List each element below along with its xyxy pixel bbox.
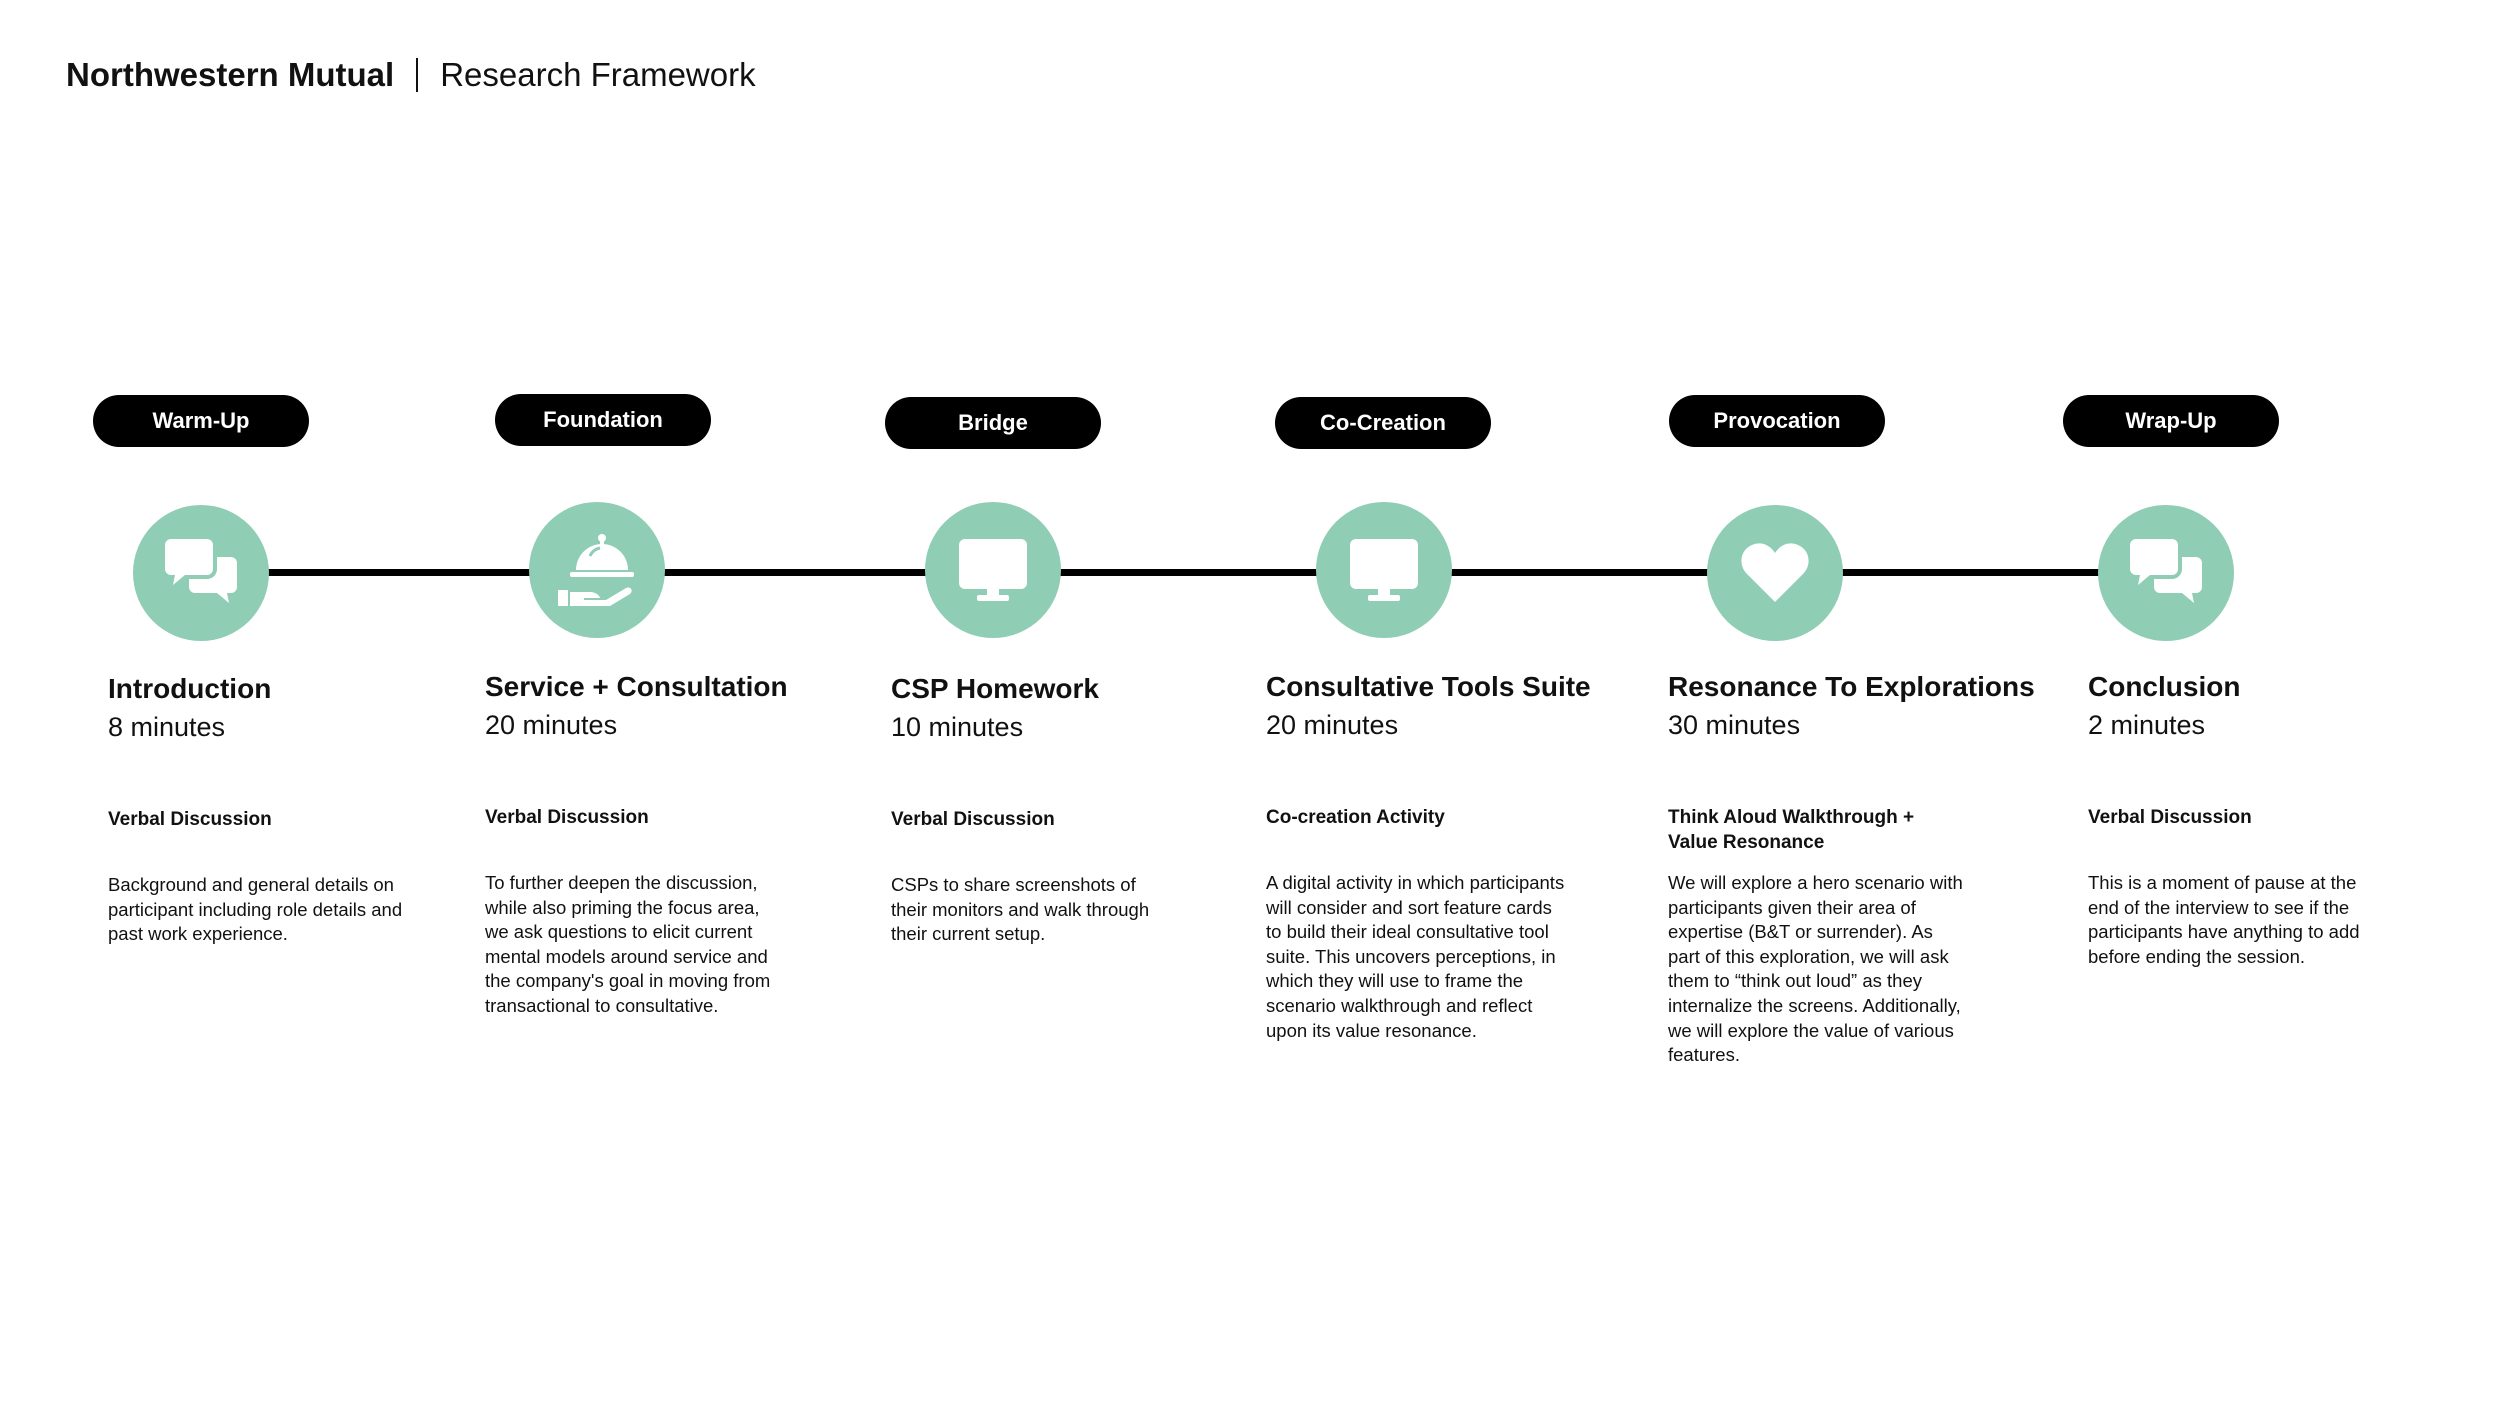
phase-pill: Provocation: [1669, 395, 1885, 447]
stage-description: To further deepen the discussion, while also priming the focus area, we ask questions to elicit current mental models around service and the company's goal in moving from transactional to consultative.: [485, 872, 771, 1016]
stage-activity: Think Aloud Walkthrough + Value Resonance: [1668, 807, 1915, 853]
stage-description: This is a moment of pause at the end of the interview to see if the participants have anything to add before ending the session.: [2088, 872, 2360, 967]
monitor-icon: [957, 537, 1029, 603]
stage-icon-circle: [925, 502, 1061, 638]
timeline-line: [200, 569, 2200, 576]
chat-bubbles-icon: [2128, 537, 2204, 609]
stage-activity: Verbal Discussion: [2088, 807, 2252, 828]
stage-duration: 20 minutes: [1266, 710, 1399, 740]
stage-activity: Verbal Discussion: [485, 807, 649, 828]
stage-title: Resonance To Explorations: [1668, 671, 2035, 702]
phase-pill: Wrap-Up: [2063, 395, 2279, 447]
stage-title: CSP Homework: [891, 673, 1099, 704]
service-cloche-icon: [556, 532, 638, 608]
stage-duration: 20 minutes: [485, 710, 618, 740]
stage-description: We will explore a hero scenario with participants given their area of expertise (B&T or surrender). As part of this exploration, we will ask them to “think out loud” as they internalize the screens. Additionally, we will explore the value of various features.: [1668, 872, 1963, 1066]
brand-name: Northwestern Mutual: [66, 56, 395, 93]
stage-title: Consultative Tools Suite: [1266, 671, 1591, 702]
phase-pill: Warm-Up: [93, 395, 309, 447]
stage-icon-circle: [2098, 505, 2234, 641]
chat-bubbles-icon: [163, 537, 239, 609]
page-title: Research Framework: [440, 56, 756, 93]
phase-pill: Co-Creation: [1275, 397, 1491, 449]
stage-icon-circle: [1316, 502, 1452, 638]
stage-duration: 30 minutes: [1668, 710, 1801, 740]
page-header: [66, 56, 756, 94]
stage-icon-circle: [1707, 505, 1843, 641]
stage-description: Background and general details on participant including role details and past work experience.: [108, 874, 403, 945]
heart-icon: [1740, 542, 1810, 604]
stage-activity: Verbal Discussion: [891, 809, 1055, 830]
stage-icon-circle: [529, 502, 665, 638]
header-divider: [416, 58, 418, 92]
stage-duration: 8 minutes: [108, 712, 226, 742]
monitor-icon: [1348, 537, 1420, 603]
stage-description: CSPs to share screenshots of their monitors and walk through their current setup.: [891, 874, 1150, 945]
phase-pill: Bridge: [885, 397, 1101, 449]
phase-pill: Foundation: [495, 394, 711, 446]
stage-title: Service + Consultation: [485, 671, 788, 702]
stage-duration: 10 minutes: [891, 712, 1024, 742]
stage-description: A digital activity in which participants will consider and sort feature cards to build their ideal consultative tool suite. This uncovers perceptions, in which they will use to frame the scenario walkthrough and reflect upon its value resonance.: [1266, 872, 1565, 1041]
stage-activity: Co-creation Activity: [1266, 807, 1445, 828]
stage-title: Introduction: [108, 673, 272, 704]
stage-title: Conclusion: [2088, 671, 2241, 702]
stage-icon-circle: [133, 505, 269, 641]
stage-activity: Verbal Discussion: [108, 809, 272, 830]
stage-duration: 2 minutes: [2088, 710, 2206, 740]
